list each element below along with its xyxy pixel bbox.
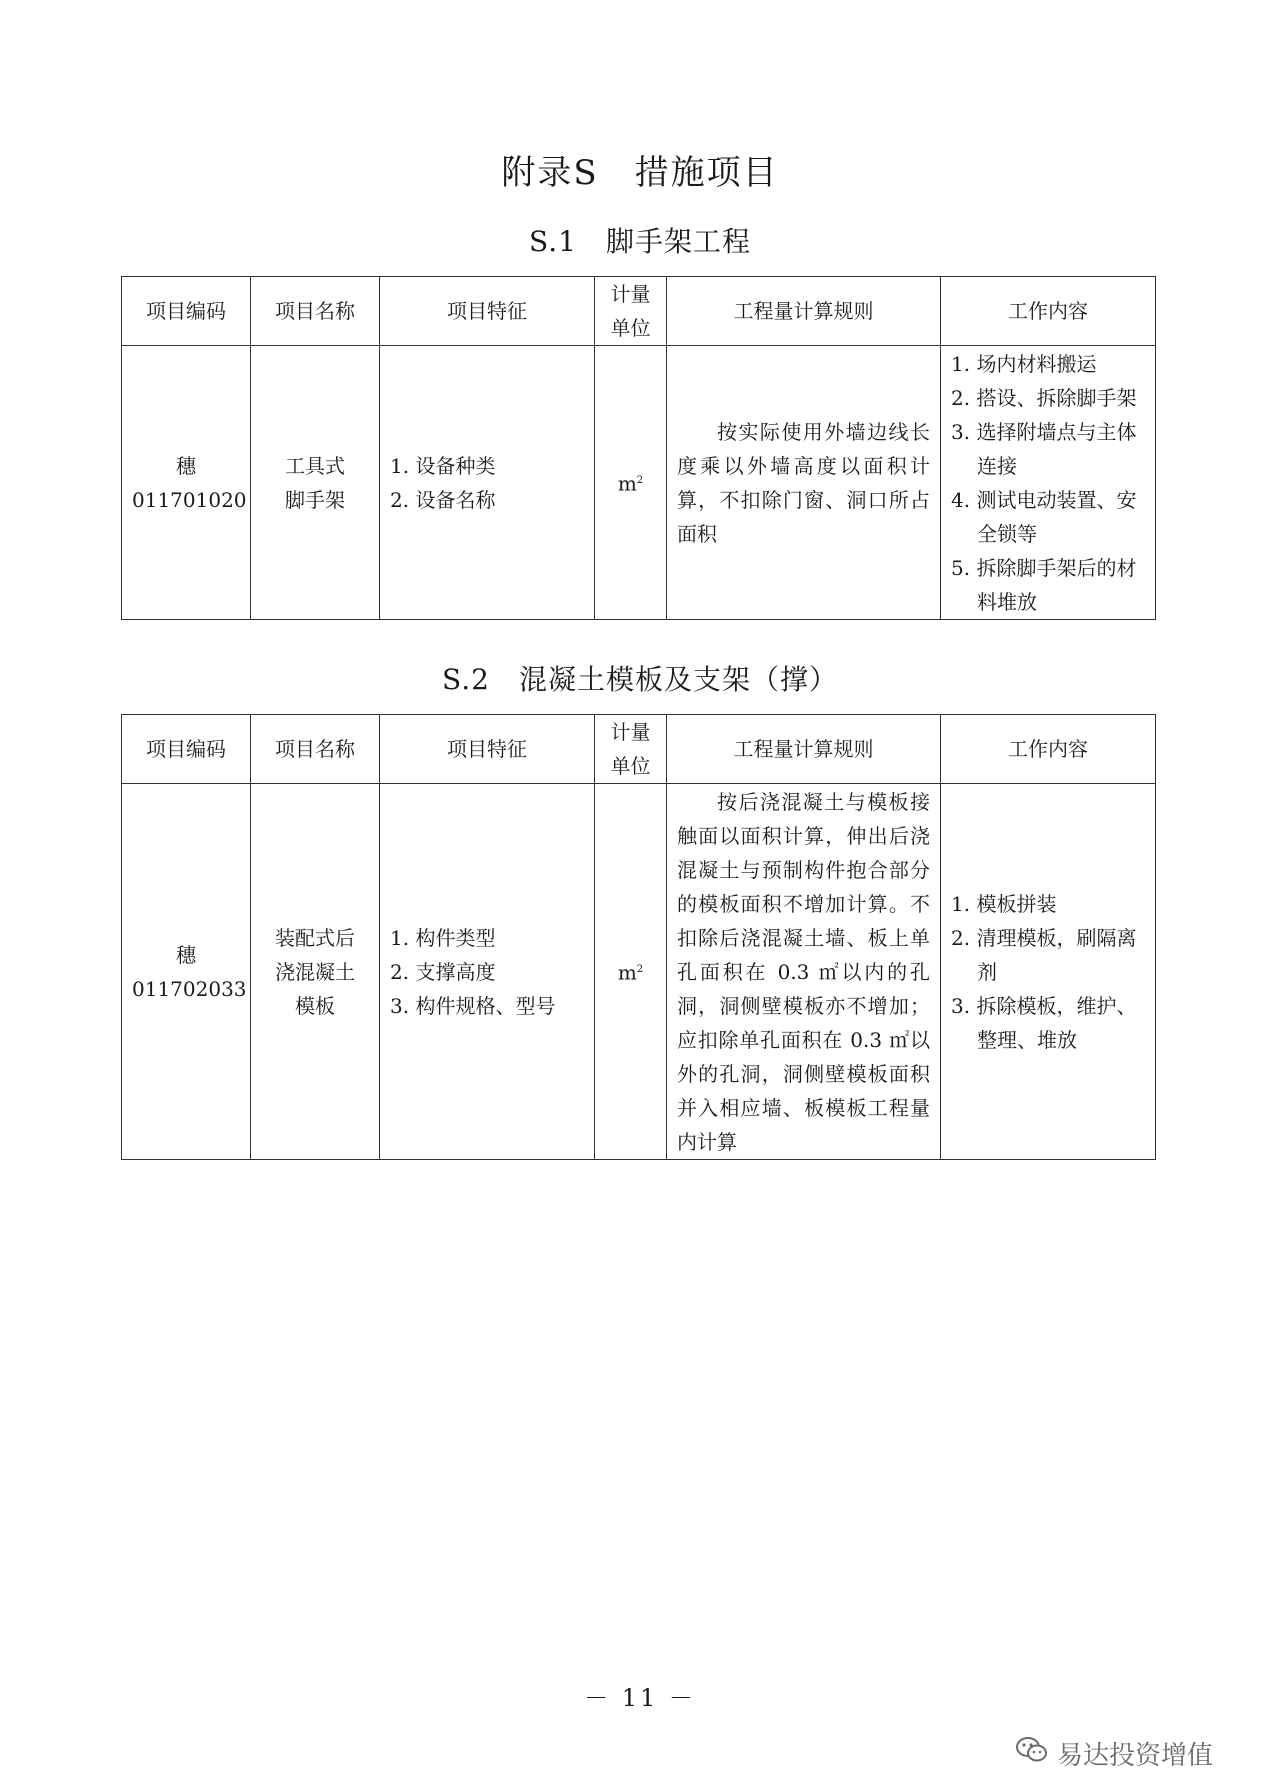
unit-superscript: 2 xyxy=(636,475,644,487)
work-item: 3. 拆除模板，维护、整理、堆放 xyxy=(951,993,1137,1052)
work-item: 2. 清理模板，刷隔离剂 xyxy=(951,925,1137,984)
table-row xyxy=(122,346,1156,620)
feature-item: 1. 构件类型 xyxy=(390,925,496,950)
header-name: 项目名称 xyxy=(251,715,380,784)
header-work: 工作内容 xyxy=(941,715,1156,784)
cell-features xyxy=(380,784,595,1160)
cell-work xyxy=(941,346,1156,620)
table-header-row xyxy=(122,277,1156,346)
feature-item: 2. 设备名称 xyxy=(390,487,496,512)
work-item: 1. 场内材料搬运 xyxy=(951,351,1097,376)
cell-rule xyxy=(667,346,941,620)
code-number: 011702033 xyxy=(132,976,247,1001)
header-rule: 工程量计算规则 xyxy=(667,277,941,346)
unit-superscript: 2 xyxy=(636,964,644,976)
page-title: 附录S 措施项目 xyxy=(501,153,779,193)
header-code: 项目编码 xyxy=(122,715,251,784)
work-item: 3. 选择附墙点与主体连接 xyxy=(951,419,1137,478)
cell-name: 装配式后 浇混凝土 模板 xyxy=(251,784,380,1160)
rule-text: 按后浇混凝土与模板接触面以面积计算，伸出后浇混凝土与预制构件抱合部分的模板面积不增加计算。不扣除后浇混凝土墙、板上单孔面积在 0.3 ㎡以内的孔洞，洞侧壁模板亦不增加；应扣除单孔面积在 0.3 ㎡以外的孔洞，洞侧壁模板面积并入相应墙、板模板工程量内计算 xyxy=(677,789,930,1154)
work-item: 2. 搭设、拆除脚手架 xyxy=(951,385,1137,410)
cell-features xyxy=(380,346,595,620)
header-features: 项目特征 xyxy=(380,715,595,784)
header-unit: 计量 单位 xyxy=(595,277,667,346)
watermark xyxy=(1015,1735,1213,1772)
cell-code xyxy=(122,346,251,620)
cell-unit xyxy=(595,784,667,1160)
watermark-text: 易达投资增值 xyxy=(1057,1741,1214,1771)
cell-name: 工具式 脚手架 xyxy=(251,346,380,620)
feature-item: 1. 设备种类 xyxy=(390,453,496,478)
code-prefix: 穗 xyxy=(176,453,196,478)
work-item: 4. 测试电动装置、安全锁等 xyxy=(951,487,1137,546)
cell-rule xyxy=(667,784,941,1160)
unit-text: m xyxy=(617,960,637,985)
cell-code xyxy=(122,784,251,1160)
page-number: － 11 － xyxy=(584,1684,696,1712)
section-title-s2: S.2 混凝土模板及支架（撑） xyxy=(442,663,838,696)
feature-item: 2. 支撑高度 xyxy=(390,959,496,984)
unit-text: m xyxy=(617,471,637,496)
section-title-s1: S.1 脚手架工程 xyxy=(529,225,751,258)
cell-work xyxy=(941,784,1156,1160)
table-formwork xyxy=(121,714,1156,1160)
table-row xyxy=(122,784,1156,1160)
header-name: 项目名称 xyxy=(251,277,380,346)
work-item: 1. 模板拼装 xyxy=(951,891,1057,916)
header-code: 项目编码 xyxy=(122,277,251,346)
table-scaffolding xyxy=(121,276,1156,620)
feature-item: 3. 构件规格、型号 xyxy=(390,993,556,1018)
code-prefix: 穗 xyxy=(176,942,196,967)
table-header-row xyxy=(122,715,1156,784)
rule-text: 按实际使用外墙边线长度乘以外墙高度以面积计算，不扣除门窗、洞口所占面积 xyxy=(677,419,930,546)
header-work: 工作内容 xyxy=(941,277,1156,346)
wechat-icon xyxy=(1015,1735,1049,1772)
header-features: 项目特征 xyxy=(380,277,595,346)
cell-unit xyxy=(595,346,667,620)
work-item: 5. 拆除脚手架后的材料堆放 xyxy=(951,555,1137,614)
header-unit: 计量 单位 xyxy=(595,715,667,784)
header-rule: 工程量计算规则 xyxy=(667,715,941,784)
code-number: 011701020 xyxy=(132,487,247,512)
